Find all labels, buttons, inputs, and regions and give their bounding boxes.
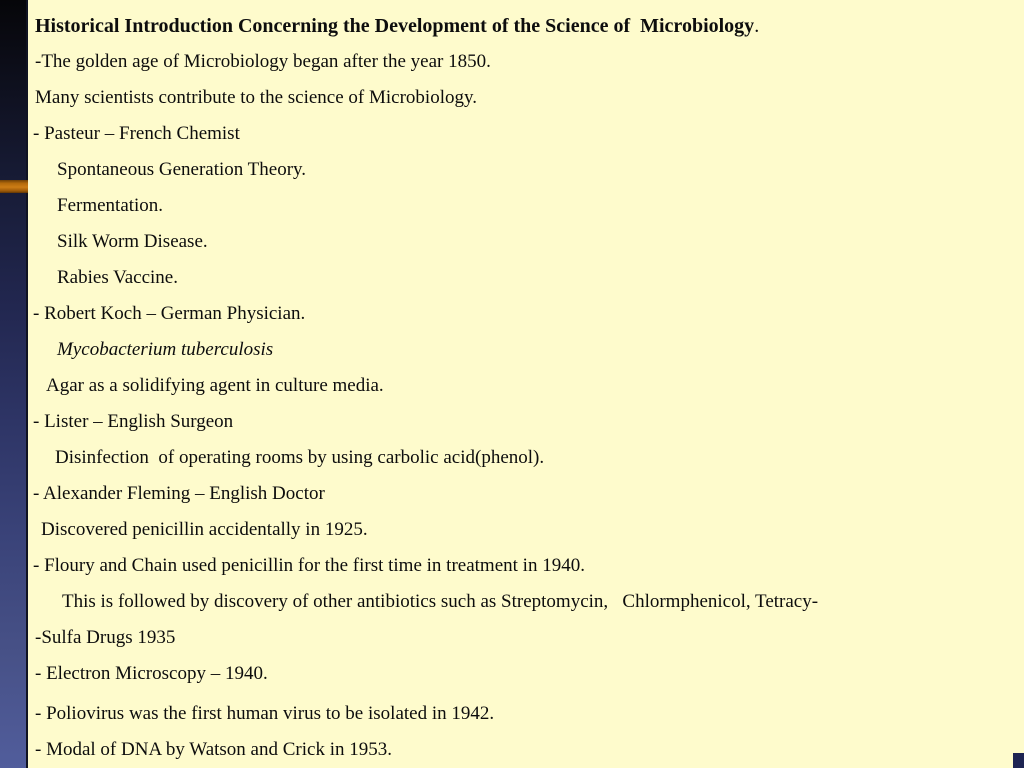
text-line-sulfa-drugs: -Sulfa Drugs 1935 — [35, 627, 176, 648]
text-line-lister: - Lister – English Surgeon — [33, 411, 234, 432]
text-line-silk-worm: Silk Worm Disease. — [57, 231, 208, 252]
text-line-floury-chain: - Floury and Chain used penicillin for the first time in treatment in 1940. — [33, 555, 585, 576]
slide-text-block — [0, 8, 990, 768]
slide-title-bold: Historical Introduction Concerning the Development of the Science of Microbiology — [35, 15, 755, 37]
slide-title — [0, 8, 990, 44]
bottom-right-corner-patch — [1013, 753, 1024, 768]
text-line-electron-microscopy: - Electron Microscopy – 1940. — [35, 663, 268, 684]
text-line-rabies-vaccine: Rabies Vaccine. — [57, 267, 178, 288]
text-line-poliovirus: - Poliovirus was the first human virus to be isolated in 1942. — [35, 703, 495, 724]
text-line-disinfection: Disinfection of operating rooms by using carbolic acid(phenol). — [55, 447, 545, 468]
text-line-alexander-fleming: - Alexander Fleming – English Doctor — [33, 483, 325, 504]
text-line-other-antibiotics: This is followed by discovery of other antibiotics such as Streptomycin, Chlormphenicol, Tetracy- — [62, 591, 819, 612]
text-line-spontaneous-generation: Spontaneous Generation Theory. — [57, 159, 307, 180]
text-line-pasteur: - Pasteur – French Chemist — [33, 123, 240, 144]
text-line-golden-age: -The golden age of Microbiology began after the year 1850. — [35, 51, 491, 72]
slide-title-period: . — [754, 15, 760, 37]
text-line-agar: Agar as a solidifying agent in culture media. — [46, 375, 384, 396]
text-line-fermentation: Fermentation. — [57, 195, 164, 216]
text-line-discovered-penicillin: Discovered penicillin accidentally in 1925. — [41, 519, 368, 540]
text-line-robert-koch: - Robert Koch – German Physician. — [33, 303, 306, 324]
text-line-dna-model: - Modal of DNA by Watson and Crick in 1953. — [35, 739, 392, 760]
text-line-mycobacterium: Mycobacterium tuberculosis — [57, 339, 274, 360]
text-line-many-scientists: Many scientists contribute to the science of Microbiology. — [35, 87, 478, 108]
